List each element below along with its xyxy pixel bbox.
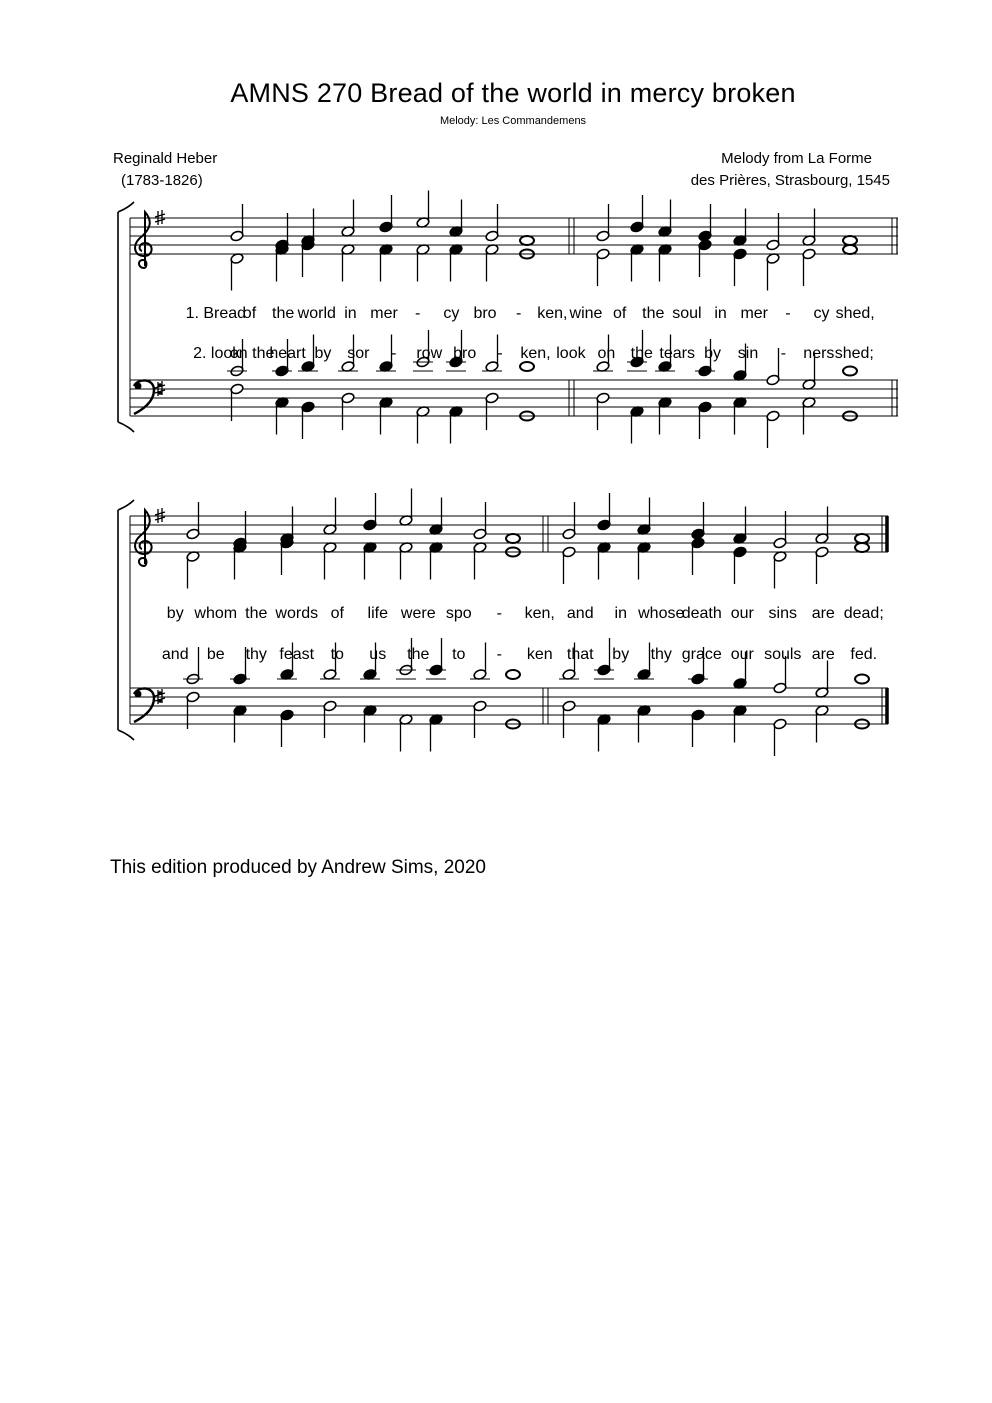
words-author-dates: (1783-1826)	[121, 172, 203, 189]
lyric-verse1: were	[400, 605, 436, 622]
lyric-verse1: soul	[672, 305, 702, 322]
treble-clef	[135, 212, 152, 268]
lyric-verse1: of	[330, 605, 344, 622]
soprano-note	[855, 534, 869, 543]
lyric-verse1: sins	[768, 605, 797, 622]
lyric-verse1: in	[714, 305, 727, 322]
lyric-verse1: -	[516, 305, 522, 322]
lyric-verse1: ken,	[524, 605, 555, 622]
system-bracket-bottom	[118, 730, 134, 740]
lyric-verse1: wine	[569, 305, 603, 322]
soprano-note	[506, 534, 520, 543]
lyric-verse1: life	[367, 605, 388, 622]
tenor-note	[506, 670, 520, 679]
lyric-verse1: by	[166, 605, 184, 622]
lyric-verse1: -	[785, 305, 791, 322]
lyric-verse1: bro	[473, 305, 497, 322]
bass-clef-dot	[135, 383, 142, 390]
lyric-verse2: on the	[229, 345, 275, 362]
lyric-verse1: the	[642, 305, 665, 322]
music-source-line2: des Prières, Strasbourg, 1545	[690, 172, 890, 189]
lyric-verse1: dead;	[843, 605, 884, 622]
lyric-verse1: world	[297, 305, 336, 322]
melody-subtitle: Melody: Les Commandemens	[439, 115, 587, 127]
lyric-verse1: death	[681, 605, 722, 622]
lyric-verse1: -	[415, 305, 421, 322]
lyric-verse1: words	[275, 605, 319, 622]
hymn-title: AMNS 270 Bread of the world in mercy broken	[230, 78, 796, 108]
lyric-verse2: souls	[764, 646, 802, 663]
edition-footer: This edition produced by Andrew Sims, 2020	[110, 857, 486, 878]
lyric-verse1: of	[612, 305, 627, 322]
lyric-verse2: the	[407, 646, 430, 663]
lyric-verse1: the	[245, 605, 268, 622]
lyric-verse1: in	[614, 605, 627, 622]
lyric-verse1: ken,	[537, 305, 568, 322]
lyric-verse2: us	[369, 646, 387, 663]
lyric-verse1: cy	[813, 305, 830, 322]
lyric-verse2: ken	[526, 646, 553, 663]
lyric-verse1: our	[730, 605, 754, 622]
lyric-verse1: in	[344, 305, 357, 322]
lyric-verse2: our	[730, 646, 754, 663]
lyric-verse2: ners	[803, 345, 835, 362]
words-author: Reginald Heber	[113, 150, 218, 167]
lyric-verse2: fed.	[850, 646, 878, 663]
lyric-verse2: ken,	[520, 345, 551, 362]
lyric-verse2: thy	[650, 646, 672, 663]
lyric-verse2: feast	[279, 646, 315, 663]
tenor-note	[855, 675, 869, 684]
system-bracket-top	[118, 202, 134, 212]
alto-note	[843, 245, 857, 254]
system-bracket-bottom	[118, 422, 134, 432]
lyric-verse2: by	[704, 345, 722, 362]
lyric-verse1: cy	[443, 305, 460, 322]
lyric-verse2: are	[811, 646, 835, 663]
lyric-verse2: to	[330, 646, 344, 663]
lyric-verse1: of	[242, 305, 257, 322]
soprano-note	[843, 236, 857, 245]
lyric-verse2: row	[416, 345, 443, 362]
lyric-verse2: -	[496, 646, 502, 663]
lyric-verse2: and	[161, 646, 189, 663]
lyric-verse2: on	[597, 345, 616, 362]
lyric-verse1: shed,	[835, 305, 875, 322]
lyric-verse2: 2. look	[193, 345, 241, 362]
lyric-verse2: thy	[245, 646, 267, 663]
lyric-verse2: -	[497, 345, 503, 362]
lyric-verse1: -	[496, 605, 502, 622]
bass-clef-dot	[135, 691, 142, 698]
lyric-verse2: -	[780, 345, 787, 362]
lyric-verse1: whose	[638, 605, 685, 622]
lyric-verse2: be	[206, 646, 225, 663]
tenor-note	[520, 362, 534, 371]
lyric-verse2: heart	[269, 345, 306, 362]
lyric-verse2: sor	[347, 345, 370, 362]
lyric-verse2: by	[612, 646, 630, 663]
lyric-verse1: mer	[740, 305, 769, 322]
lyric-verse2: bro	[453, 345, 477, 362]
lyric-verse2: sin	[737, 345, 759, 362]
lyric-verse1: and	[566, 605, 594, 622]
lyric-verse2: -	[391, 345, 397, 362]
lyric-verse2: by	[314, 345, 332, 362]
system-bracket-top	[118, 500, 134, 510]
lyric-verse1: spo	[445, 605, 472, 622]
alto-note	[855, 543, 869, 552]
lyric-verse2: look	[556, 345, 586, 362]
lyric-verse2: that	[566, 646, 594, 663]
lyric-verse1: the	[272, 305, 295, 322]
lyric-verse1: whom	[194, 605, 238, 622]
lyric-verse1: mer	[370, 305, 398, 322]
lyric-verse2: to	[452, 646, 466, 663]
lyric-verse2: shed;	[834, 345, 874, 362]
tenor-note	[843, 367, 857, 376]
lyric-verse2: grace	[681, 646, 722, 663]
lyric-verse2: the	[630, 345, 653, 362]
lyric-verse2: tears	[659, 345, 695, 362]
soprano-note	[520, 236, 534, 245]
treble-clef	[135, 510, 152, 566]
music-source-line1: Melody from La Forme	[721, 150, 872, 167]
lyric-verse1: are	[811, 605, 835, 622]
lyric-verse1: 1. Bread	[185, 305, 247, 322]
